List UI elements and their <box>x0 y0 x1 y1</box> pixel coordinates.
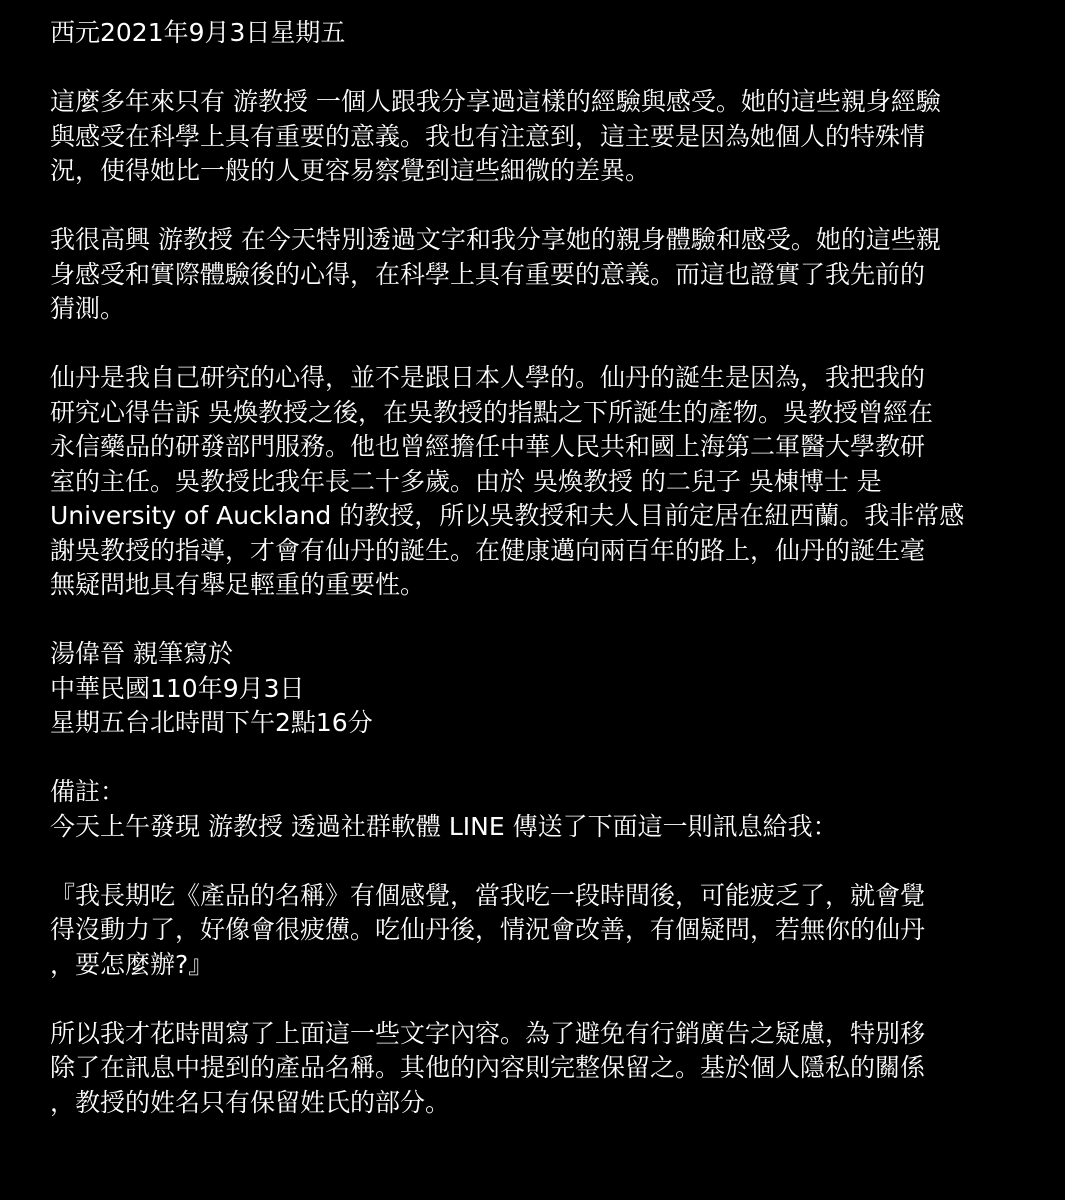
quoted-message <box>50 879 1040 983</box>
text-line: 謝吳教授的指導，才會有仙丹的誕生。在健康邁向兩百年的路上，仙丹的誕生毫 <box>50 535 926 565</box>
note-heading: 備註： <box>50 777 126 806</box>
text-line: 與感受在科學上具有重要的意義。我也有注意到，這主要是因為她個人的特殊情 <box>50 121 926 151</box>
spacer <box>50 51 1040 86</box>
spacer <box>50 982 1040 1017</box>
text-line: 這麼多年來只有 游教授 一個人跟我分享過這樣的經驗與感受。她的這些親身經驗 <box>50 87 941 116</box>
signature-time: 星期五台北時間下午2點16分 <box>50 708 373 737</box>
quote-line: ，要怎麼辦?』 <box>50 949 214 979</box>
quote-line: 得沒動力了，好像會很疲憊。吃仙丹後，情況會改善，有個疑問，若無你的仙丹 <box>50 915 926 944</box>
text-line: 仙丹是我自己研究的心得，並不是跟日本人學的。仙丹的誕生是因為，我把我的 <box>50 363 926 392</box>
signature-block <box>50 637 1040 741</box>
spacer <box>50 603 1040 638</box>
text-line: ，教授的姓名只有保留姓氏的部分。 <box>50 1087 451 1117</box>
text-line: 除了在訊息中提到的產品名稱。其他的內容則完整保留之。基於個人隱私的關係 <box>50 1053 926 1082</box>
text-line: 室的主任。吳教授比我年長二十多歲。由於 吳煥教授 的二兒子 吳棟博士 是 <box>50 466 882 496</box>
date-line: 西元2021年9月3日星期五 <box>50 18 346 47</box>
closing-paragraph <box>50 1017 1040 1121</box>
text-line: 身感受和實際體驗後的心得，在科學上具有重要的意義。而這也證實了我先前的 <box>50 259 926 289</box>
text-line: 研究心得告訴 吳煥教授之後，在吳教授的指點之下所誕生的產物。吳教授曾經在 <box>50 397 933 427</box>
text-line: University of Auckland 的教授，所以吳教授和夫人目前定居在紐西蘭。我非常感 <box>50 501 965 530</box>
spacer <box>50 327 1040 362</box>
text-line: 無疑問地具有舉足輕重的重要性。 <box>50 570 426 599</box>
paragraph-1 <box>50 85 1040 189</box>
paragraph-3 <box>50 361 1040 603</box>
text-line: 猜測。 <box>50 294 126 323</box>
note-section <box>50 775 1040 844</box>
text-line: 永信藥品的研發部門服務。他也曾經擔任中華人民共和國上海第二軍醫大學教研 <box>50 432 926 461</box>
spacer <box>50 741 1040 776</box>
signature-date: 中華民國110年9月3日 <box>50 673 305 703</box>
signature-author: 湯偉晉 親筆寫於 <box>50 639 233 668</box>
quote-line: 『我長期吃《產品的名稱》有個感覺，當我吃一段時間後，可能疲乏了，就會覺 <box>50 880 926 910</box>
paragraph-2 <box>50 223 1040 327</box>
letter-document <box>50 16 1040 1120</box>
spacer <box>50 189 1040 224</box>
spacer <box>50 844 1040 879</box>
text-line: 所以我才花時間寫了上面這一些文字內容。為了避免有行銷廣告之疑慮，特別移 <box>50 1018 926 1048</box>
text-line: 我很高興 游教授 在今天特別透過文字和我分享她的親身體驗和感受。她的這些親 <box>50 225 941 254</box>
text-line: 況，使得她比一般的人更容易察覺到這些細微的差異。 <box>50 156 651 185</box>
note-intro: 今天上午發現 游教授 透過社群軟體 LINE 傳送了下面這一則訊息給我： <box>50 811 838 841</box>
